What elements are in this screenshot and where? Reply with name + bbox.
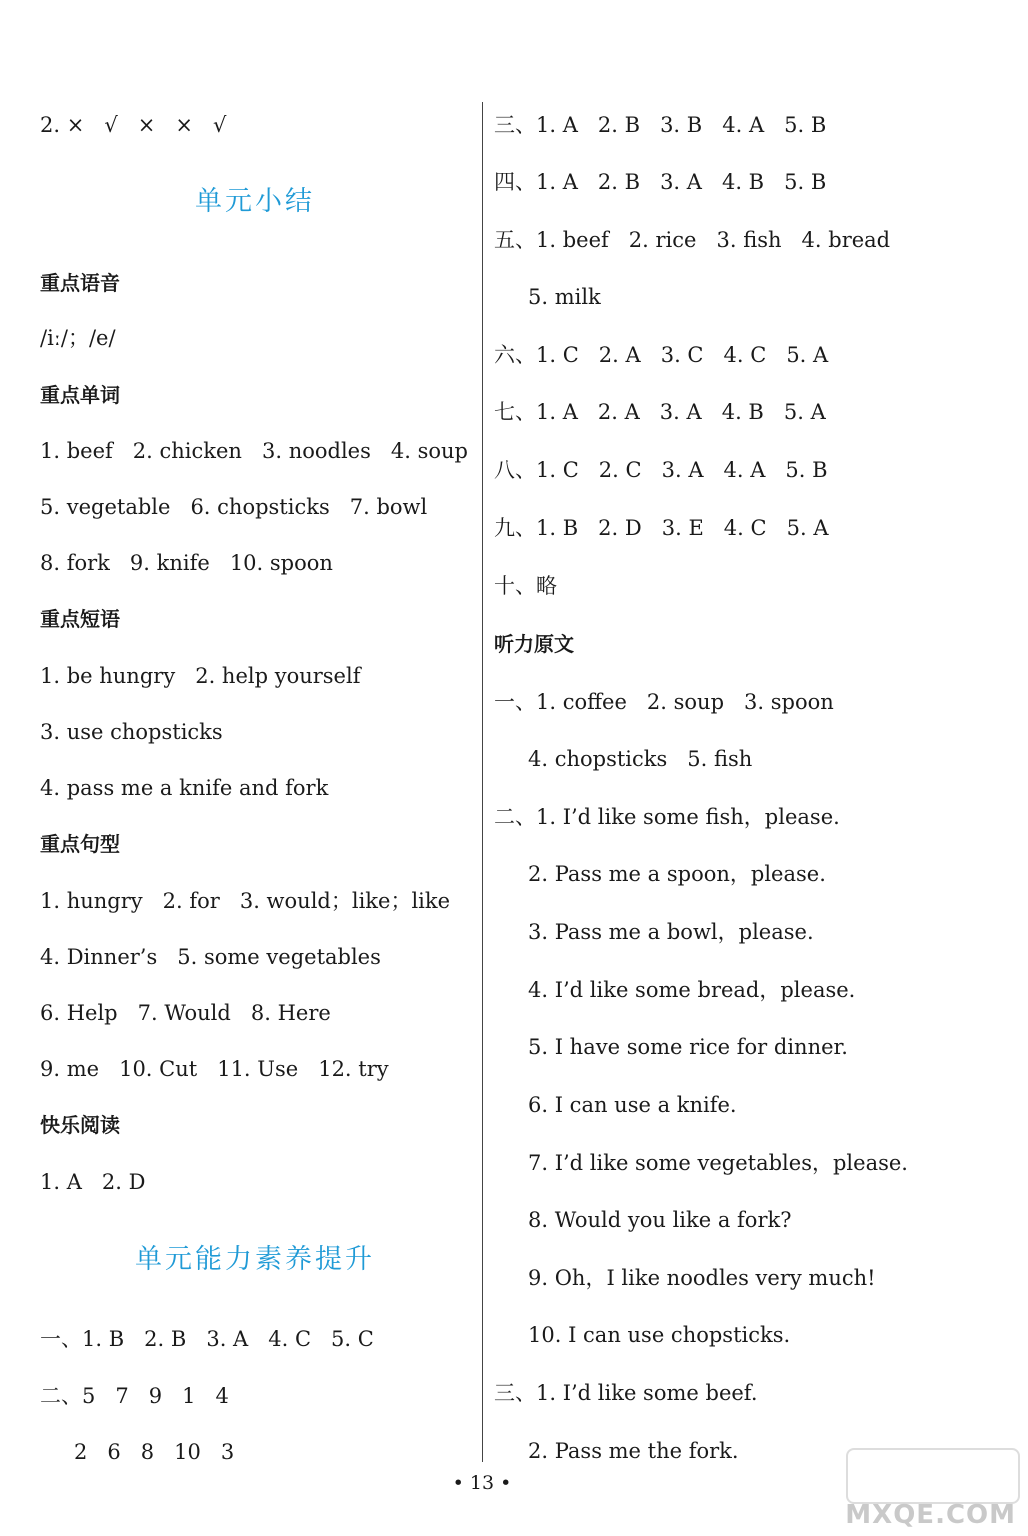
subheading-happy-reading: 快乐阅读 <box>40 1113 120 1137</box>
script-line: 6. I can use a knife. <box>528 1093 737 1117</box>
subheading-key-sentences: 重点句型 <box>40 832 120 856</box>
answer-line: 8. fork 9. knife 10. spoon <box>40 551 333 575</box>
script-line: 3. Pass me a bowl，please. <box>528 920 814 944</box>
answer-line: 四、1. A 2. B 3. A 4. B 5. B <box>494 170 827 194</box>
section-title-unit-summary: 单元小结 <box>195 186 315 217</box>
script-line: 7. I’d like some vegetables，please. <box>528 1151 908 1175</box>
subheading-listening-script: 听力原文 <box>494 632 574 656</box>
answer-line: 1. beef 2. chicken 3. noodles 4. soup <box>40 439 468 463</box>
script-line: 三、1. I’d like some beef. <box>494 1381 758 1405</box>
answer-line: 5. milk <box>528 285 601 309</box>
script-line: 10. I can use chopsticks. <box>528 1323 791 1347</box>
subheading-key-words: 重点单词 <box>40 383 120 407</box>
page-number: • 13 • <box>452 1472 512 1494</box>
answer-line: 3. use chopsticks <box>40 720 223 744</box>
answer-line: 4. Dinner’s 5. some vegetables <box>40 945 381 969</box>
answer-line: 六、1. C 2. A 3. C 4. C 5. A <box>494 343 829 367</box>
subheading-key-phrases: 重点短语 <box>40 607 120 631</box>
answer-line: 三、1. A 2. B 3. B 4. A 5. B <box>494 113 827 137</box>
watermark-frame <box>846 1448 1020 1504</box>
answer-line: 9. me 10. Cut 11. Use 12. try <box>40 1057 389 1081</box>
script-line: 一、1. coffee 2. soup 3. spoon <box>494 690 834 714</box>
script-line: 二、1. I’d like some fish，please. <box>494 805 840 829</box>
section-title-ability-improvement: 单元能力素养提升 <box>135 1244 375 1275</box>
answer-line: 1. be hungry 2. help yourself <box>40 664 361 688</box>
answer-line: 1. A 2. D <box>40 1170 146 1194</box>
watermark-logo <box>840 1448 1020 1530</box>
column-divider <box>482 102 483 1462</box>
answer-line: 4. pass me a knife and fork <box>40 776 329 800</box>
answer-line: 八、1. C 2. C 3. A 4. A 5. B <box>494 458 828 482</box>
script-line: 8. Would you like a fork? <box>528 1208 792 1232</box>
answer-line: 十、略 <box>494 574 557 598</box>
answer-line: 一、1. B 2. B 3. A 4. C 5. C <box>40 1327 374 1351</box>
answer-line: 二、5 7 9 1 4 <box>40 1384 229 1408</box>
answer-line: 九、1. B 2. D 3. E 4. C 5. A <box>494 516 829 540</box>
script-line: 2. Pass me the fork. <box>528 1439 739 1463</box>
script-line: 4. chopsticks 5. fish <box>528 747 753 771</box>
answer-line: 6. Help 7. Would 8. Here <box>40 1001 331 1025</box>
answer-line: 2. × √ × × √ <box>40 113 227 137</box>
script-line: 9. Oh，I like noodles very much! <box>528 1266 876 1290</box>
watermark-text: MXQE.COM <box>845 1500 1016 1530</box>
script-line: 2. Pass me a spoon，please. <box>528 862 826 886</box>
answer-line: 1. hungry 2. for 3. would；like；like <box>40 889 451 913</box>
script-line: 5. I have some rice for dinner. <box>528 1035 848 1059</box>
answer-line: 五、1. beef 2. rice 3. fish 4. bread <box>494 228 891 252</box>
answer-line: 5. vegetable 6. chopsticks 7. bowl <box>40 495 428 519</box>
script-line: 4. I’d like some bread，please. <box>528 978 856 1002</box>
answer-line: 七、1. A 2. A 3. A 4. B 5. A <box>494 400 826 424</box>
answer-line: 2 6 8 10 3 <box>74 1440 235 1464</box>
subheading-key-sounds: 重点语音 <box>40 271 120 295</box>
answer-line: /iː/；/e/ <box>40 326 116 350</box>
